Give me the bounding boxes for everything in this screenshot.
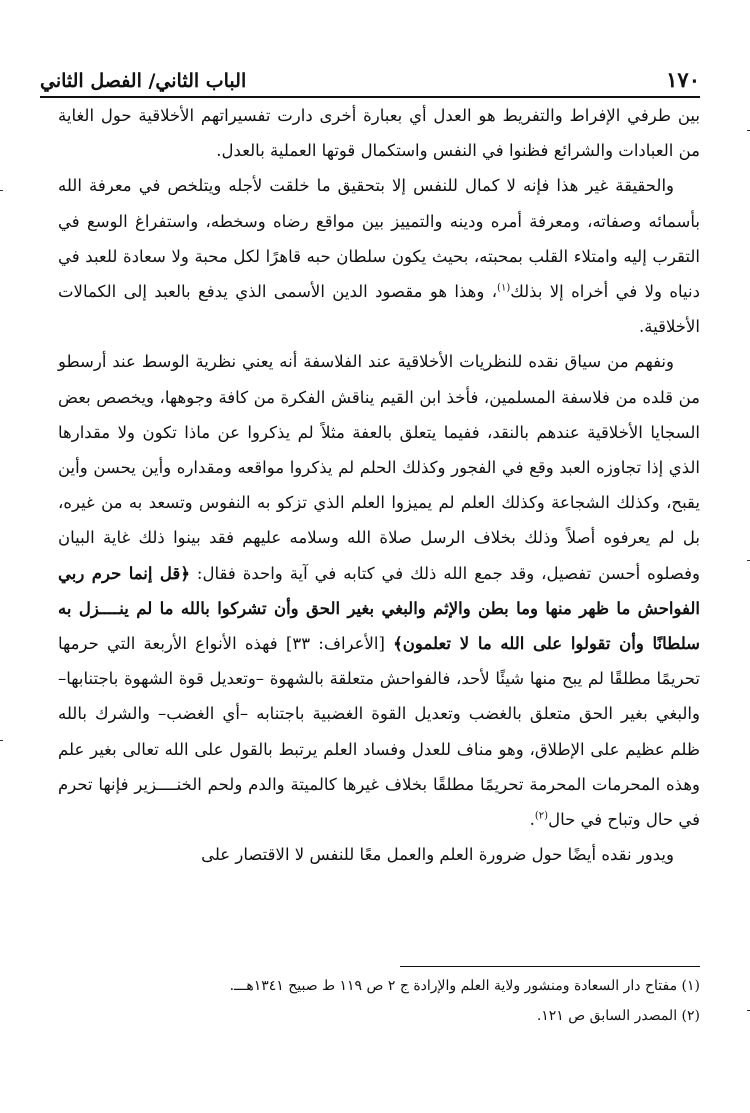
paragraph-text: بين طرفي الإفراط والتفريط هو العدل أي بعبارة أخرى دارت تفسيراتهم الأخلاقية حول الغاية من العبادات والشرائع فظنوا في النفس واستكمال قوتها العملية بالعدل.: [58, 106, 700, 161]
page-number: ١٧٠: [666, 67, 700, 92]
quranic-verse: ﴿قل إنما حرم ربي الفواحش ما ظهر منها وما بطن والإثم والبغي بغير الحق وأن تشركوا بالله ما لم ينــــزل به سلطانًا وأن تقولوا على الله ما لا تعلمون﴾: [58, 563, 700, 654]
paragraph-text: ، وهذا هو مقصود الدين الأسمى الذي يدفع بالعبد إلى الكمالات الأخلاقية.: [58, 282, 700, 337]
paragraph: [58, 98, 700, 168]
scan-edge-mark: [0, 190, 3, 191]
footnote-rule: [400, 966, 700, 967]
footnotes: [58, 966, 700, 1031]
footnote-ref: (٢): [534, 810, 549, 822]
paragraph-text: ونفهم من سياق نقده للنظريات الأخلاقية عند الفلاسفة أنه يعني نظرية الوسط عند أرسطو من قلده من فلاسفة المسلمين، فأخذ ابن القيم يناقش الفكرة من كافة وجوهها، ويخصص بعض السجايا الأخلاقية عندهم بالنقد، ففيما يتعلق بالعفة مثلاً لم يذكروا عن ماذا تكون ولا مقدارها الذي إذا تجاوزه العبد وقع في الفجور وكذلك الحلم لم يذكروا مواقعه ومقداره وأين يحسن وأين يقبح، وكذلك الشجاعة وكذلك العلم لم يميزوا العلم الذي تزكو به النفوس وتسعد به من غيره، بل لم يعرفوه أصلاً وذلك بخلاف الرسل صلاة الله وسلامه عليهم فقد بينوا ذلك غاية البيان وفصلوه أحسن تفصيل، وقد جمع الله ذلك في كتابه في آية واحدة فقال:: [58, 352, 700, 583]
paragraph-text: والحقيقة غير هذا فإنه لا كمال للنفس إلا بتحقيق ما خلقت لأجله ويتلخص في معرفة الله بأسمائه وصفاته، ومعرفة أمره ودينه والتمييز بين مواقع رضاه وسخطه، واستفراغ الوسع في التقرب إليه وامتلاء القلب بمحبته، بحيث يكون سلطان حبه قاهرًا لكل محبة ولا سعادة للعبد في دنياه ولا في أخراه إلا بذلك: [58, 176, 700, 302]
page-header: [40, 58, 700, 98]
body-text: [58, 98, 700, 872]
footnote: (٢) المصدر السابق ص ١٢١.: [536, 1008, 700, 1024]
paragraph: [58, 168, 700, 344]
paragraph: [58, 344, 700, 837]
footnote: (١) مفتاح دار السعادة ومنشور ولاية العلم والإرادة ج ٢ ص ١١٩ ط صبيح ١٣٤١هـــ.: [229, 978, 700, 994]
running-title: الباب الثاني/ الفصل الثاني: [40, 70, 247, 92]
paragraph-text: .: [529, 810, 535, 830]
paragraph-text: ويدور نقده أيضًا حول ضرورة العلم والعمل معًا للنفس لا الاقتصار على: [201, 845, 674, 865]
footnote-ref: (١): [497, 282, 511, 294]
paragraph: [58, 837, 700, 872]
paragraph-text: [الأعراف: ٣٣] فهذه الأنواع الأربعة التي حرمها تحريمًا مطلقًا لم يبح منها شيئًا لأحد، فالفواحش متعلقة بالشهوة –وتعديل قوة الشهوة باجتنابها– والبغي بغير الحق متعلق بالغضب وتعديل القوة الغضبية باجتنابه –أي الغضب– والشرك بالله ظلم عظيم على الإطلاق، وهو مناف للعدل وفساد العلم يرتبط بالقول على الله تعالى بغير علم وهذه المحرمات المحرمة تحريمًا مطلقًا بخلاف غيرها كالميتة والدم ولحم الخنــــزير فإنها تحرم في حال وتباح في حال: [58, 634, 700, 830]
scan-edge-mark: [0, 740, 3, 741]
